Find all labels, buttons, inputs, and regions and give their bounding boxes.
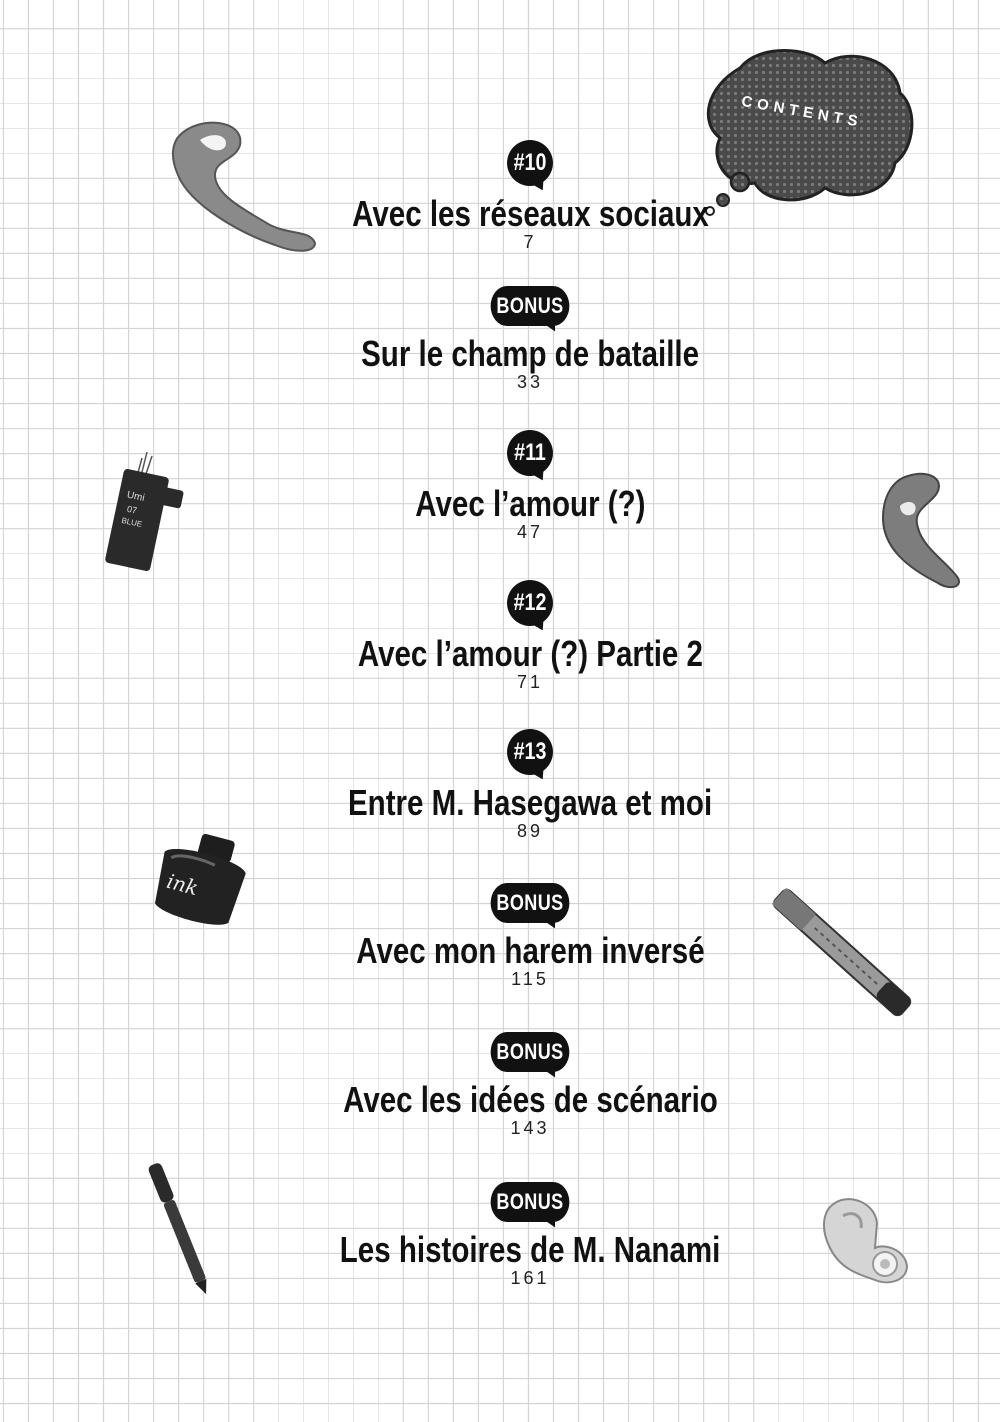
page-number: 7 (523, 232, 537, 252)
toc-entry[interactable] (200, 430, 860, 542)
toc-entry[interactable] (200, 883, 860, 989)
chapter-badge: #13 (507, 729, 553, 775)
toc-entry[interactable] (200, 729, 860, 841)
bonus-badge: BONUS (491, 1032, 570, 1072)
page-number: 33 (516, 372, 544, 392)
toc-entry[interactable] (200, 1182, 860, 1288)
page-number: 47 (516, 522, 544, 542)
page-number: 161 (510, 1268, 550, 1288)
toc-entry[interactable] (200, 1032, 860, 1138)
ink-label: ink (164, 868, 201, 901)
chapter-title: Avec les idées de scénario (342, 1079, 718, 1120)
chapter-title: Avec les réseaux sociaux (351, 193, 709, 234)
page-number: 89 (516, 821, 544, 841)
chapter-title: Avec l’amour (?) Partie 2 (357, 633, 703, 674)
toc-entry[interactable] (200, 286, 860, 392)
chapter-title: Sur le champ de bataille (361, 333, 699, 374)
toc-entry[interactable] (200, 580, 860, 692)
svg-text:BLUE: BLUE (120, 515, 143, 530)
chapter-badge: #10 (507, 140, 553, 186)
lead-refill-case-icon (92, 450, 187, 575)
chapter-badge: #11 (507, 430, 553, 476)
chapter-title: Entre M. Hasegawa et moi (347, 782, 713, 823)
french-curve-icon (878, 468, 968, 593)
page-number: 115 (511, 969, 549, 989)
page-number: 143 (510, 1118, 550, 1138)
svg-text:Umi: Umi (125, 489, 146, 504)
bonus-badge: BONUS (491, 1182, 570, 1222)
chapter-title: Les histoires de M. Nanami (339, 1229, 721, 1270)
chapter-title: Avec l’amour (?) (414, 483, 646, 524)
chapter-title: Avec mon harem inversé (355, 930, 705, 971)
bonus-badge: BONUS (491, 286, 570, 326)
toc-entry[interactable] (200, 140, 860, 252)
bonus-badge: BONUS (491, 883, 570, 923)
svg-text:07: 07 (126, 503, 138, 516)
chapter-badge: #12 (507, 580, 553, 626)
contents-heading: CONTENTS (740, 92, 864, 131)
page-number: 71 (516, 672, 544, 692)
